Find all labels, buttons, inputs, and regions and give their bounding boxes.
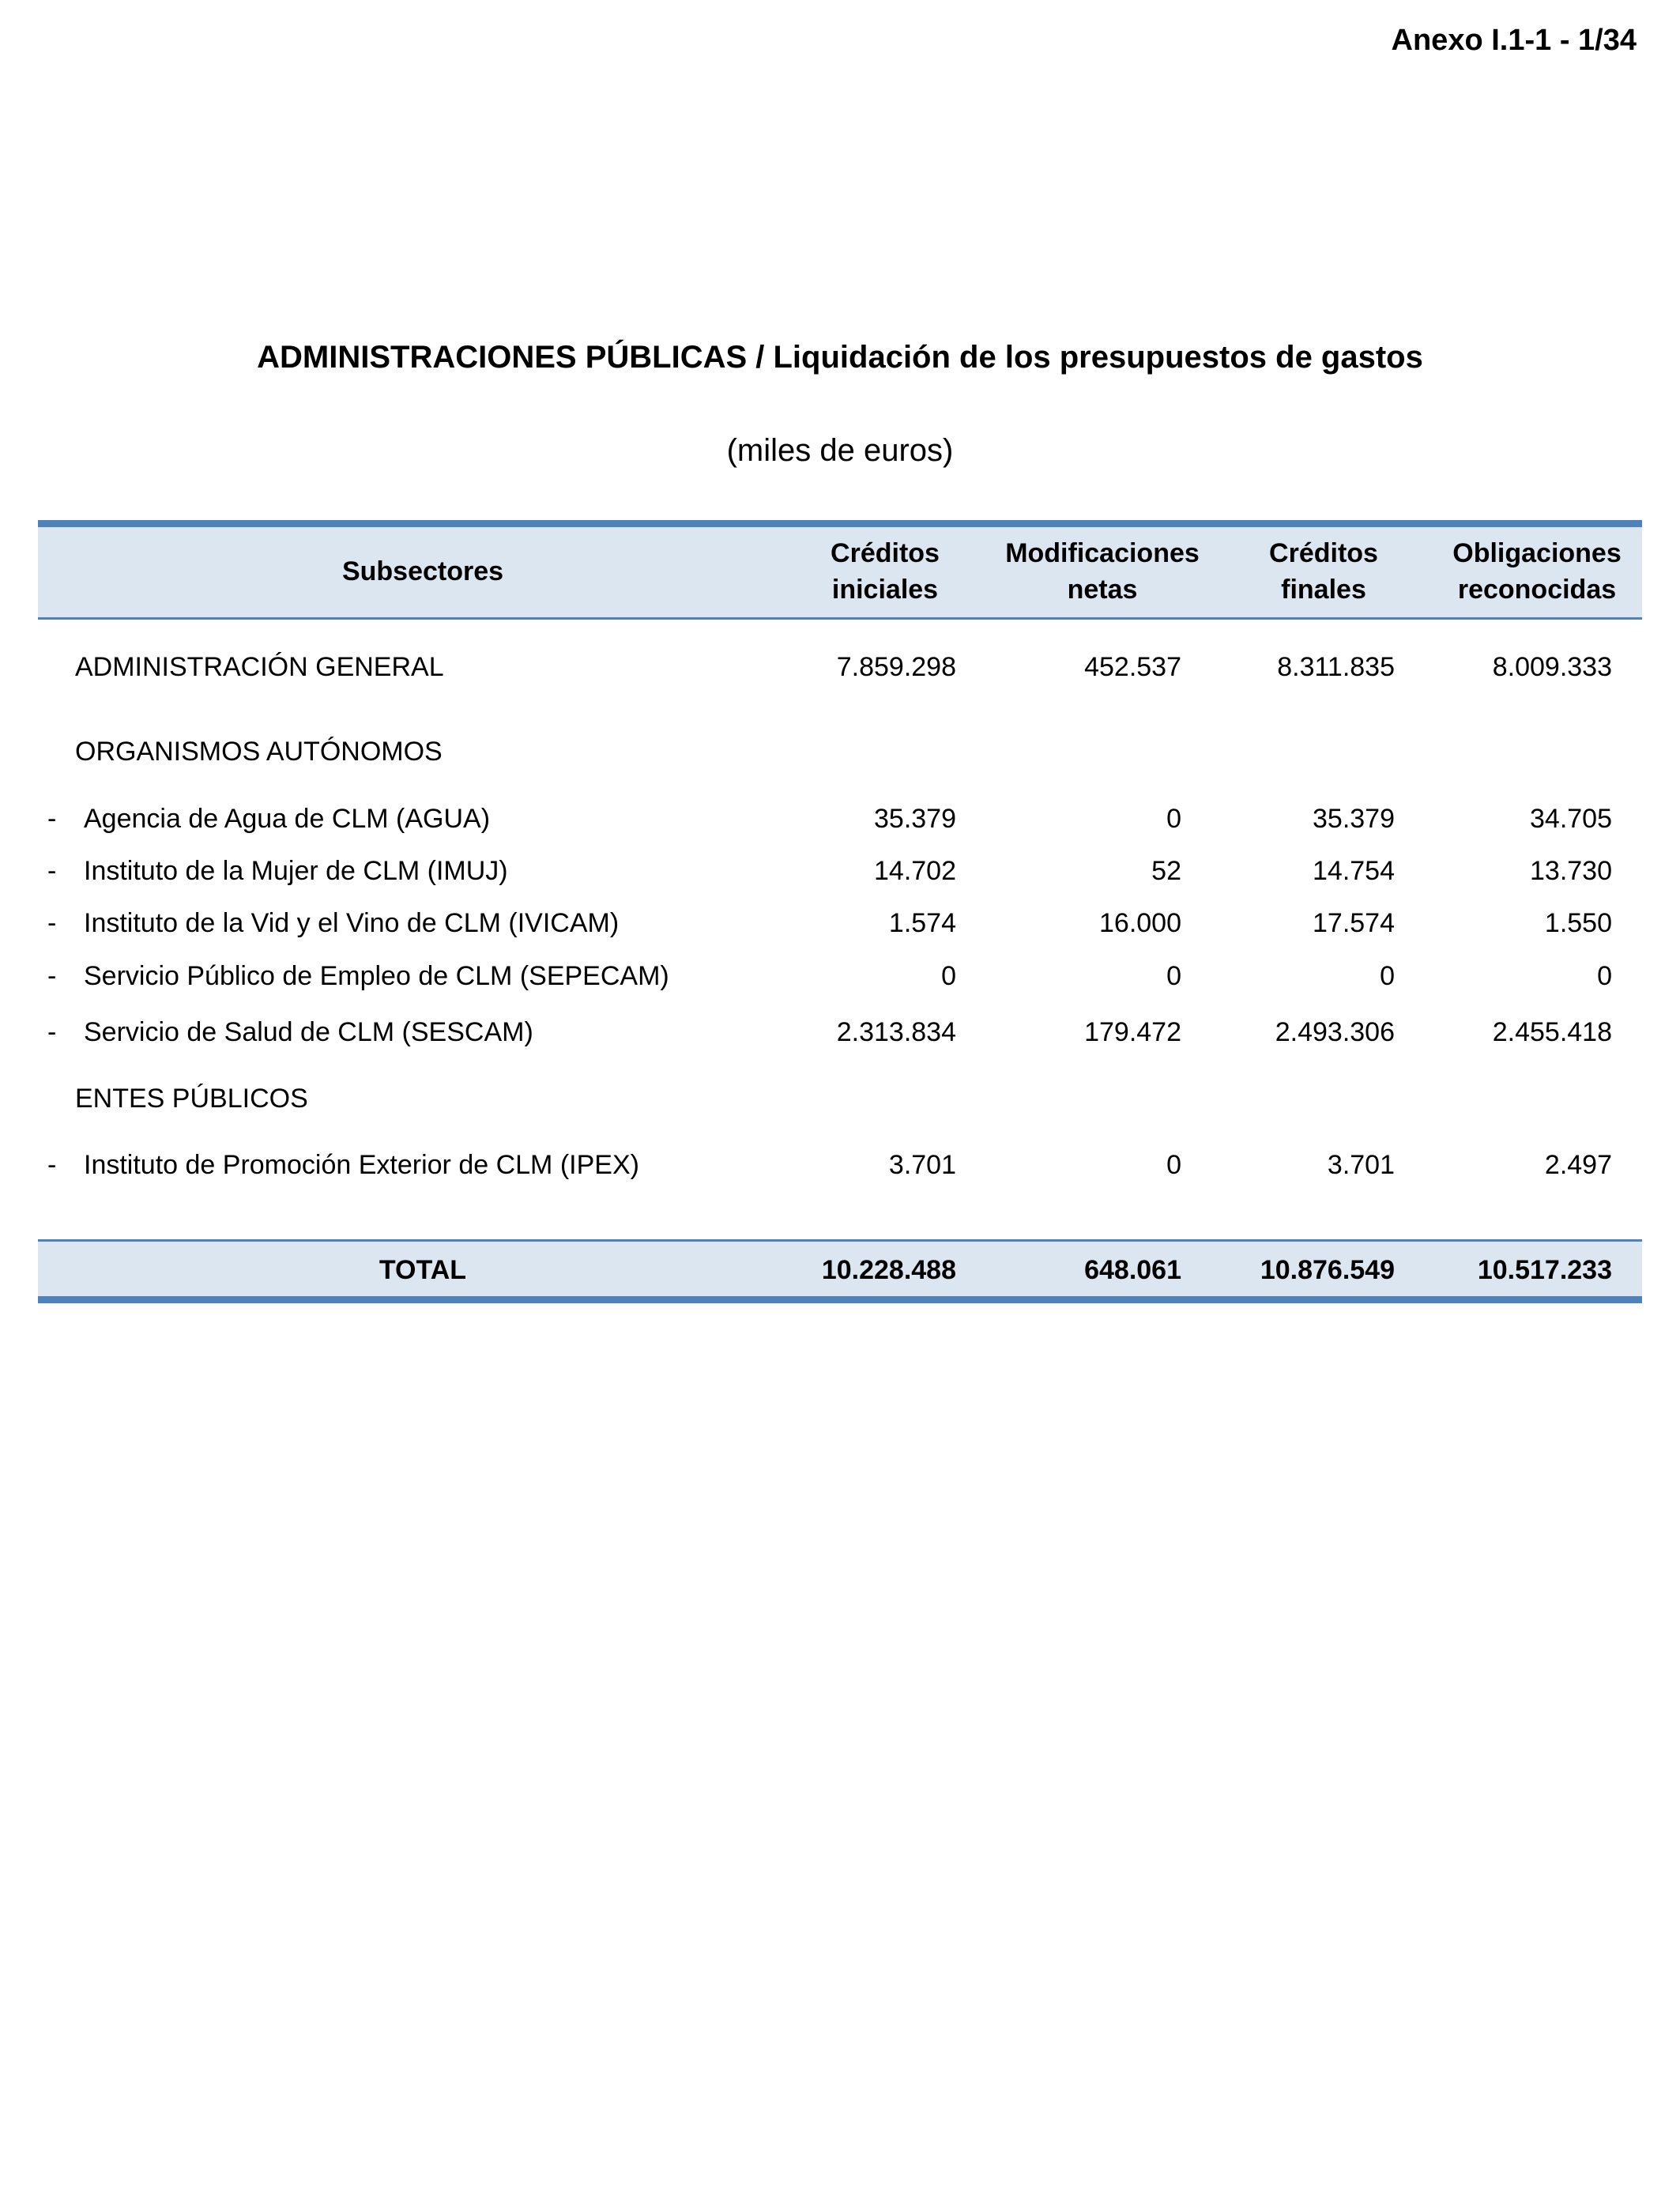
value-creditos-iniciales: 1.574 [888,908,956,938]
header-modificaciones-netas [984,535,1221,608]
header-creditos-iniciales [790,535,980,608]
row-label: Instituto de la Mujer de CLM (IMUJ) [84,856,508,886]
value-obligaciones: 34.705 [1530,804,1612,834]
header-creditos-finales-line2: finales [1281,575,1366,605]
value-modificaciones: 0 [1166,1150,1181,1180]
value-creditos-iniciales: 3.701 [888,1150,956,1180]
header-obligaciones-line2: reconocidas [1457,575,1617,605]
value-modificaciones: 452.537 [1084,652,1181,682]
header-top-rule [38,520,1642,527]
value-creditos-finales: 3.701 [1327,1150,1395,1180]
header-creditos-iniciales-line2: iniciales [831,575,939,605]
header-subsectores: Subsectores [341,556,504,586]
row-bullet: - [47,856,57,886]
total-creditos-iniciales: 10.228.488 [821,1255,956,1285]
value-obligaciones: 2.455.418 [1492,1017,1612,1047]
value-creditos-finales: 8.311.835 [1277,652,1395,682]
total-label: TOTAL [379,1255,467,1285]
value-modificaciones: 16.000 [1099,908,1181,938]
value-creditos-iniciales: 7.859.298 [836,652,956,682]
value-creditos-finales: 35.379 [1313,804,1395,834]
total-modificaciones: 648.061 [1084,1255,1181,1285]
row-label: Instituto de la Vid y el Vino de CLM (IVICAM) [84,908,620,938]
row-label: Agencia de Agua de CLM (AGUA) [84,804,491,834]
value-obligaciones: 2.497 [1544,1150,1612,1180]
value-creditos-finales: 14.754 [1313,856,1395,886]
value-obligaciones: 8.009.333 [1492,652,1612,682]
header-obligaciones-line1: Obligaciones [1452,538,1622,568]
value-creditos-iniciales: 2.313.834 [836,1017,956,1047]
header-creditos-finales [1233,535,1414,608]
value-creditos-finales: 2.493.306 [1275,1017,1395,1047]
value-obligaciones: 0 [1597,961,1612,991]
units-subtitle: (miles de euros) [726,433,954,468]
total-bottom-rule [38,1296,1642,1303]
value-modificaciones: 179.472 [1084,1017,1181,1047]
row-bullet: - [47,1017,57,1047]
section-heading-entes: ENTES PÚBLICOS [75,1084,308,1114]
row-label: ADMINISTRACIÓN GENERAL [75,652,444,682]
row-label: Servicio Público de Empleo de CLM (SEPECAM) [84,961,669,991]
header-modificaciones-line1: Modificaciones [1005,538,1200,568]
value-modificaciones: 0 [1166,961,1181,991]
total-creditos-finales: 10.876.549 [1260,1255,1395,1285]
value-modificaciones: 52 [1151,856,1181,886]
row-bullet: - [47,804,57,834]
header-creditos-finales-line1: Créditos [1269,538,1378,568]
value-creditos-finales: 17.574 [1313,908,1395,938]
row-label: Servicio de Salud de CLM (SESCAM) [84,1017,533,1047]
value-creditos-iniciales: 14.702 [874,856,956,886]
header-modificaciones-line2: netas [1067,575,1138,605]
value-creditos-finales: 0 [1380,961,1395,991]
row-bullet: - [47,908,57,938]
row-label: Instituto de Promoción Exterior de CLM (IPEX) [84,1150,639,1180]
section-heading-organismos: ORGANISMOS AUTÓNOMOS [75,737,443,767]
value-creditos-iniciales: 0 [941,961,956,991]
value-modificaciones: 0 [1166,804,1181,834]
header-bottom-rule [38,617,1642,620]
annex-label: Anexo I.1-1 - 1/34 [1391,24,1637,57]
row-bullet: - [47,961,57,991]
total-obligaciones: 10.517.233 [1477,1255,1612,1285]
value-obligaciones: 13.730 [1530,856,1612,886]
value-obligaciones: 1.550 [1544,908,1612,938]
header-creditos-iniciales-line1: Créditos [831,538,940,568]
row-bullet: - [47,1150,57,1180]
page-title: ADMINISTRACIONES PÚBLICAS / Liquidación de los presupuestos de gastos [257,340,1423,375]
header-obligaciones-reconocidas [1426,535,1648,608]
value-creditos-iniciales: 35.379 [874,804,956,834]
